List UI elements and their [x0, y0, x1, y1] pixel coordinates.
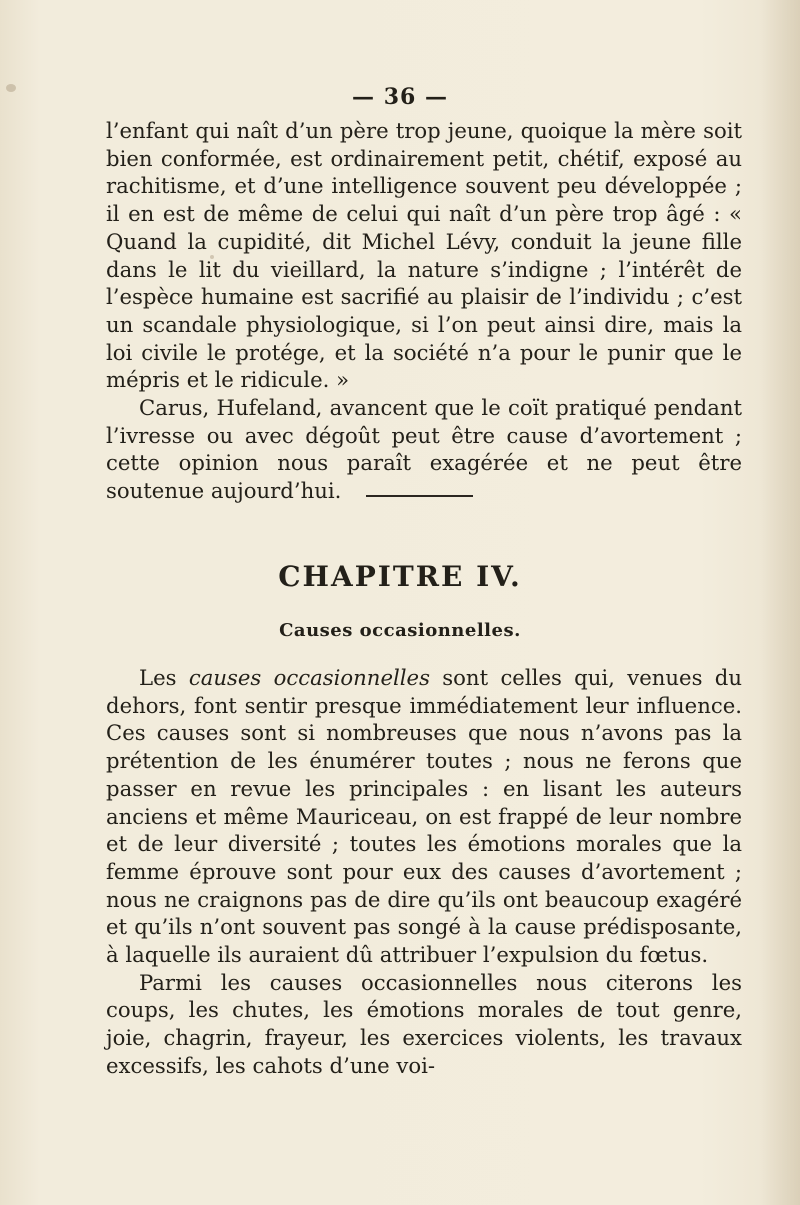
page-number: — 36 — [352, 84, 448, 110]
section-separator [366, 495, 473, 497]
page-spine-shadow [760, 0, 800, 1205]
chapter-title: CHAPITRE IV. [278, 560, 522, 593]
text-block-top [106, 117, 742, 505]
paragraph [106, 664, 742, 969]
paragraph: l’enfant qui naît d’un père trop jeune, quoique la mère soit bien conformée, est ordinairement petit, chétif, exposé au rachitisme, et d’une intelligence souvent peu développée ; il en est de même de celui qui naît d’un père trop âgé : « Quand la cupidité, dit Michel Lévy, conduit la jeune fille dans le lit du vieillard, la nature s’indigne ; l’intérêt de l’espèce humaine est sacrifié au plaisir de l’individu ; c’est un scandale physiologique, si l’on peut ainsi dire, mais la loi civile le protége, et la société n’a pour le punir que le mépris et le ridicule. » [106, 118, 742, 393]
paragraph: Carus, Hufeland, avancent que le coït pratiqué pendant l’ivresse ou avec dégoût peut être cause d’avortement ; cette opinion nous paraît exagérée et ne peut être soutenue aujourd’hui. [106, 395, 742, 504]
paragraph-text: sont celles qui, venues du dehors, font sentir presque immédiatement leur influence. Ces causes sont si nombreuses que nous n’avons pas la prétention de les énumérer toutes ; nous ne ferons que passer en revue les principales : en lisant les auteurs anciens et même Mauriceau, on est frappé de leur nombre et de leur diversité ; toutes les émotions morales que la femme éprouve sont pour eux des causes d’avortement ; nous ne craignons pas de dire qu’ils ont beaucoup exagéré et qu’ils n’ont souvent pas songé à la cause prédisposante, à laquelle ils auraient dû attribuer l’expulsion du fœtus. [106, 665, 743, 968]
section-title: Causes occasionnelles. [279, 620, 521, 641]
text-block-bottom [106, 664, 742, 1080]
italic-term: causes occasionnelles [188, 665, 430, 690]
paragraph: Parmi les causes occasionnelles nous citerons les coups, les chutes, les émotions morales de tout genre, joie, chagrin, frayeur, les exercices violents, les travaux excessifs, les cahots d’une voi- [106, 969, 742, 1078]
paragraph-text: Les [139, 665, 189, 690]
